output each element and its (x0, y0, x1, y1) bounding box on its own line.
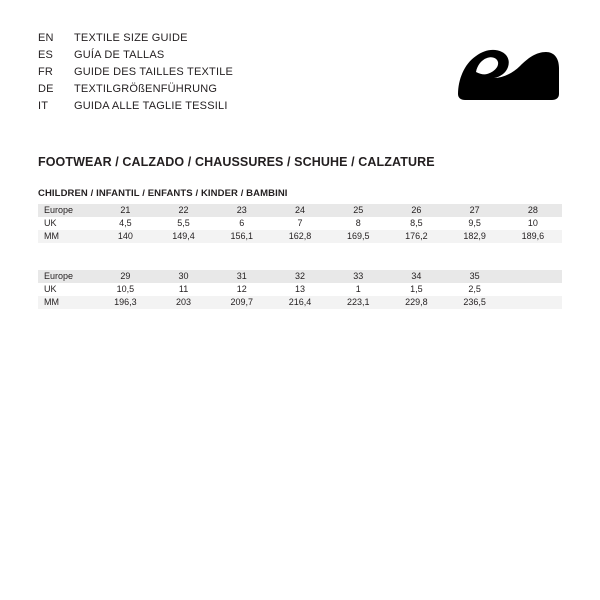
table-cell: 30 (154, 270, 212, 283)
table-cell: 8,5 (387, 217, 445, 230)
legend-label: TEXTILGRÖßENFÜHRUNG (74, 83, 218, 95)
row-header: MM (38, 296, 96, 309)
row-header: UK (38, 283, 96, 296)
table-cell: 196,3 (96, 296, 154, 309)
table-cell: 32 (271, 270, 329, 283)
legend-label: GUÍA DE TALLAS (74, 49, 165, 61)
table-cell: 25 (329, 204, 387, 217)
row-header: UK (38, 217, 96, 230)
legend-label: GUIDA ALLE TAGLIE TESSILI (74, 100, 228, 112)
table-cell: 182,9 (446, 230, 504, 243)
table-cell (504, 270, 562, 283)
table-cell: 33 (329, 270, 387, 283)
table-cell: 6 (213, 217, 271, 230)
table-cell: 216,4 (271, 296, 329, 309)
table-row (38, 230, 562, 243)
table-cell: 1,5 (387, 283, 445, 296)
legend-code: EN (38, 32, 54, 44)
legend-label: GUIDE DES TAILLES TEXTILE (74, 66, 234, 78)
legend-code: FR (38, 66, 54, 78)
table-cell: 22 (154, 204, 212, 217)
row-header: Europe (38, 204, 96, 217)
table-cell: 10,5 (96, 283, 154, 296)
table-cell: 9,5 (446, 217, 504, 230)
table-cell: 149,4 (154, 230, 212, 243)
legend-row-it (38, 100, 368, 117)
table-cell: 209,7 (213, 296, 271, 309)
legend-row-es (38, 49, 368, 66)
table-cell: 229,8 (387, 296, 445, 309)
table-cell: 236,5 (446, 296, 504, 309)
legend-code: DE (38, 83, 54, 95)
table-cell: 140 (96, 230, 154, 243)
table-cell: 27 (446, 204, 504, 217)
language-legend (38, 32, 368, 117)
table-cell: 176,2 (387, 230, 445, 243)
legend-row-fr (38, 66, 368, 83)
table-cell: 4,5 (96, 217, 154, 230)
table-cell: 24 (271, 204, 329, 217)
table-row (38, 270, 562, 283)
table-cell: 7 (271, 217, 329, 230)
legend-row-de (38, 83, 368, 100)
shoe-logo-icon (454, 38, 562, 106)
table-row (38, 217, 562, 230)
size-table-children-21-28 (38, 204, 562, 243)
table-cell: 5,5 (154, 217, 212, 230)
table-cell: 28 (504, 204, 562, 217)
table-cell (504, 296, 562, 309)
table-cell: 156,1 (213, 230, 271, 243)
table-cell: 23 (213, 204, 271, 217)
table-cell: 223,1 (329, 296, 387, 309)
table-cell: 8 (329, 217, 387, 230)
table-cell: 26 (387, 204, 445, 217)
table-row (38, 283, 562, 296)
table-row (38, 204, 562, 217)
table-cell: 21 (96, 204, 154, 217)
section-subtitle: CHILDREN / INFANTIL / ENFANTS / KINDER / BAMBINI (38, 188, 288, 199)
table-cell: 11 (154, 283, 212, 296)
table-cell: 203 (154, 296, 212, 309)
size-table-children-29-35 (38, 270, 562, 309)
table-cell: 189,6 (504, 230, 562, 243)
legend-code: ES (38, 49, 54, 61)
legend-code: IT (38, 100, 49, 112)
table-cell: 34 (387, 270, 445, 283)
table-cell: 29 (96, 270, 154, 283)
table-cell: 10 (504, 217, 562, 230)
table-cell: 13 (271, 283, 329, 296)
table-cell (504, 283, 562, 296)
table-cell: 35 (446, 270, 504, 283)
row-header: MM (38, 230, 96, 243)
table-cell: 2,5 (446, 283, 504, 296)
table-cell: 31 (213, 270, 271, 283)
table-cell: 1 (329, 283, 387, 296)
table-row (38, 296, 562, 309)
table-cell: 12 (213, 283, 271, 296)
section-title: FOOTWEAR / CALZADO / CHAUSSURES / SCHUHE / CALZATURE (38, 155, 435, 169)
legend-row-en (38, 32, 368, 49)
row-header: Europe (38, 270, 96, 283)
table-cell: 169,5 (329, 230, 387, 243)
table-cell: 162,8 (271, 230, 329, 243)
legend-label: TEXTILE SIZE GUIDE (74, 32, 188, 44)
